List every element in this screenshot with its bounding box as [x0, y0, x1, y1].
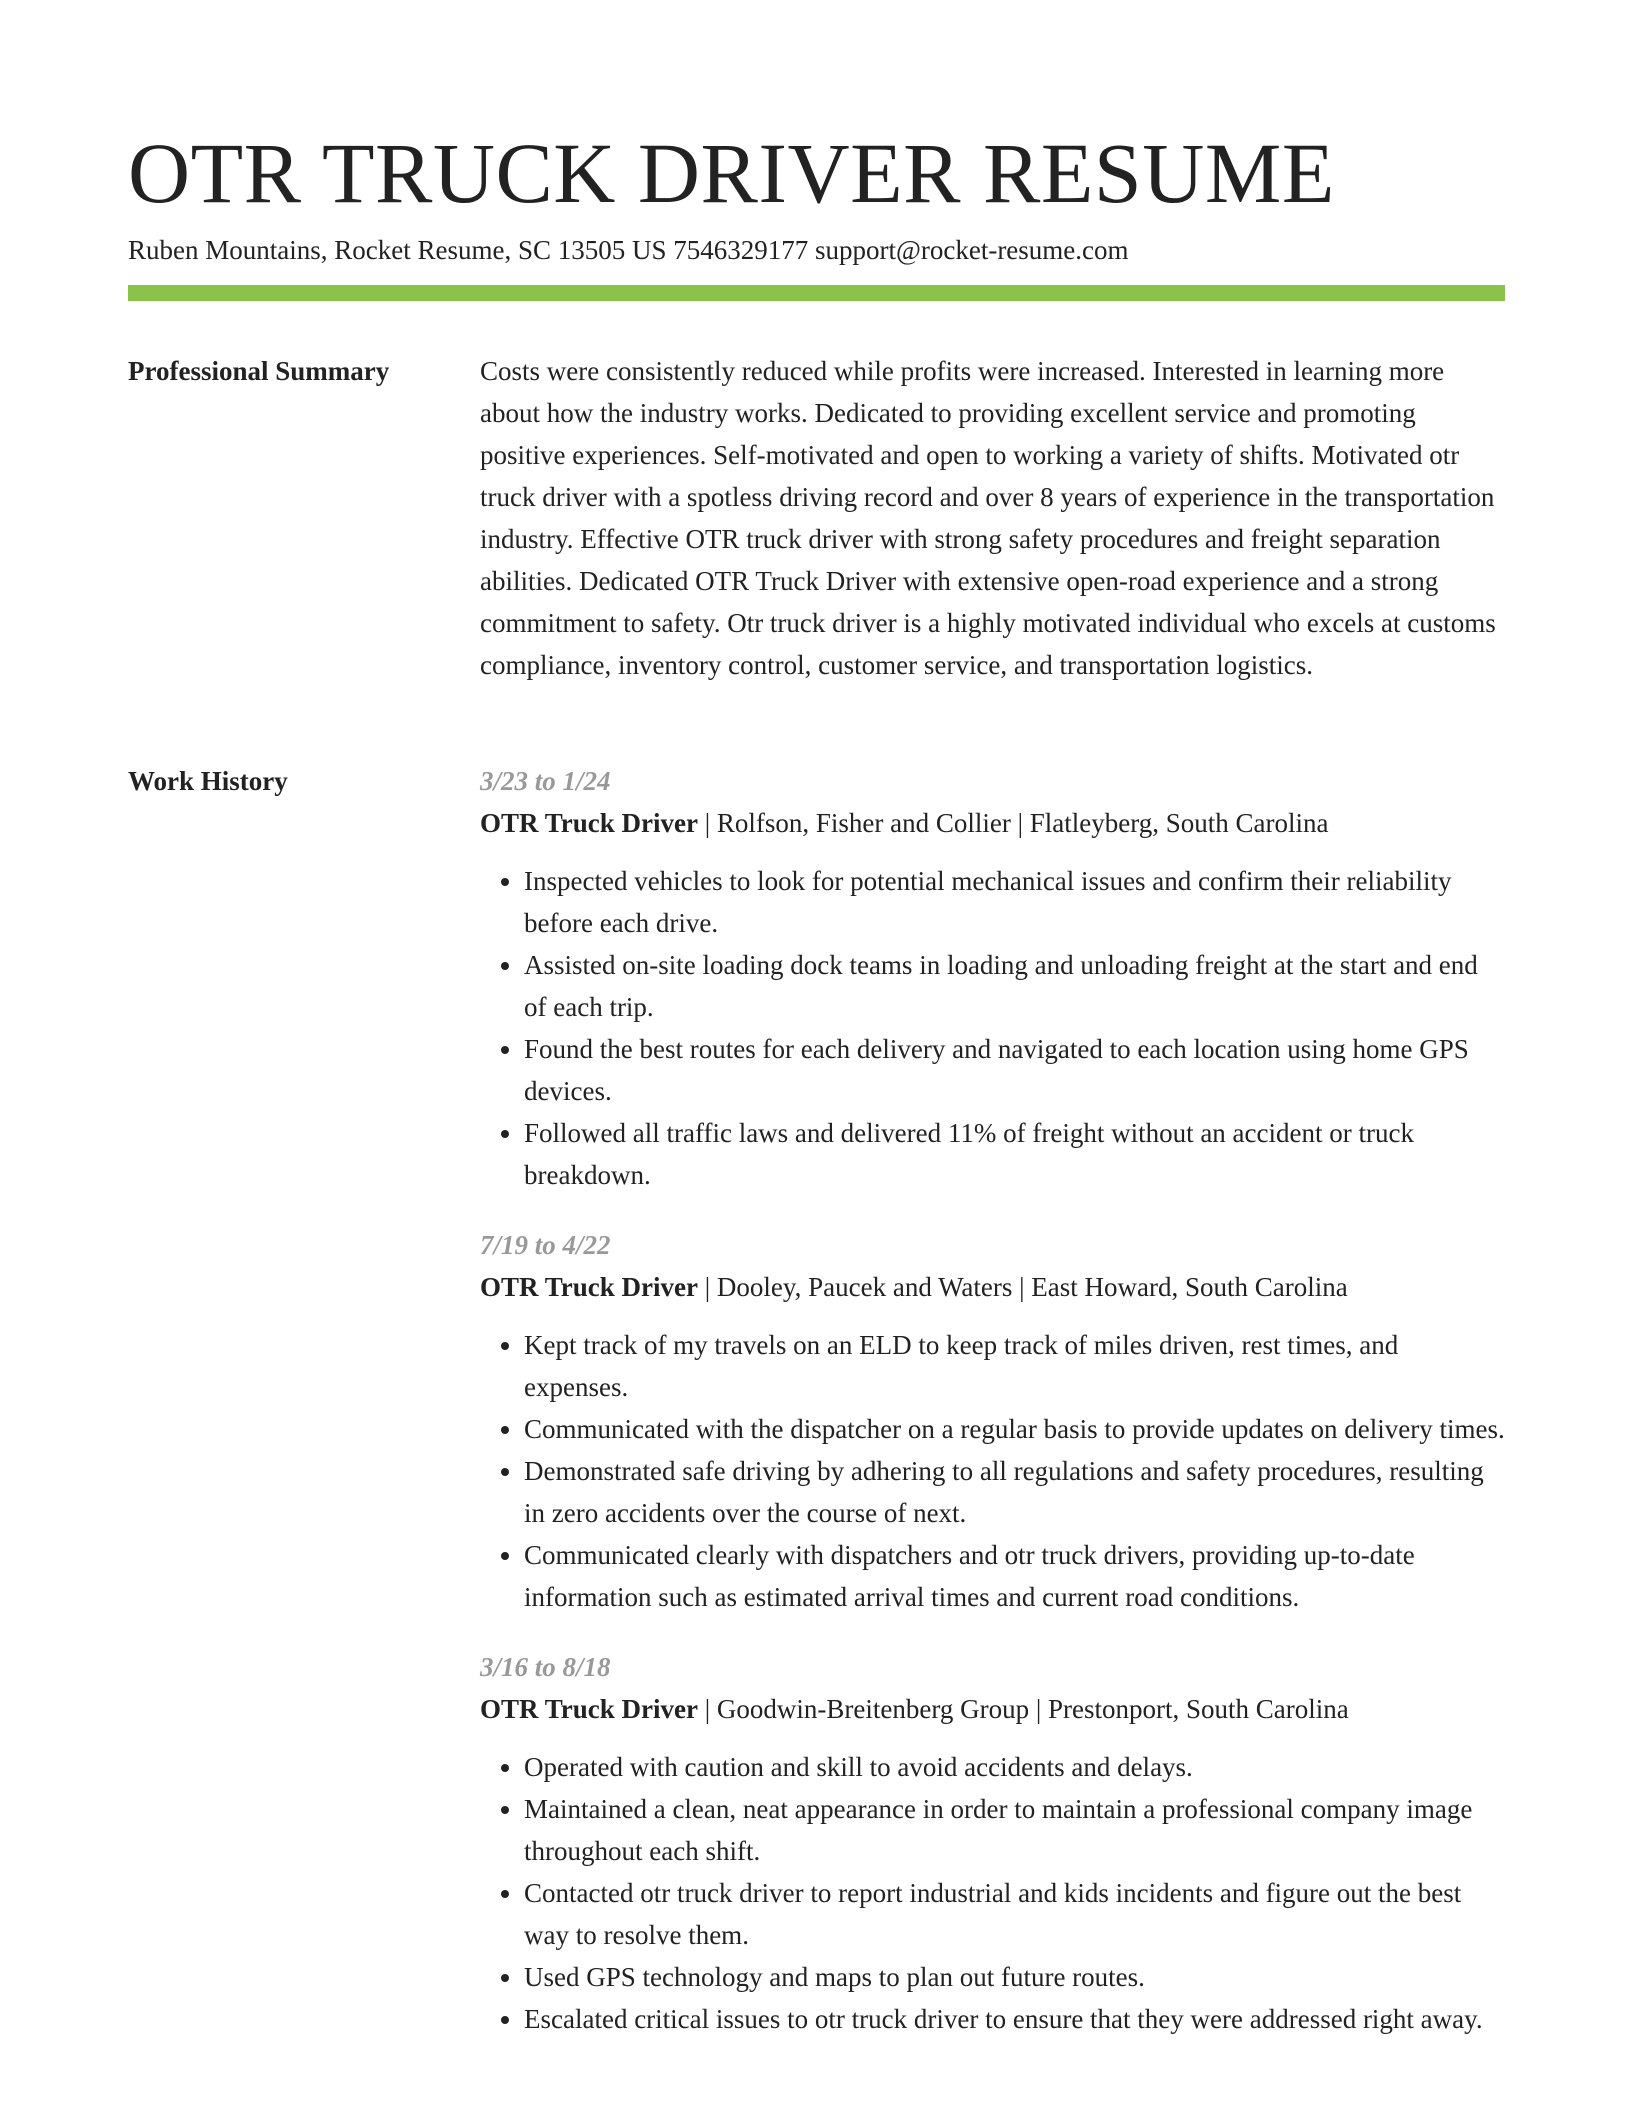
job-details: | Goodwin-Breitenberg Group | Prestonport, South Carolina — [697, 1694, 1349, 1724]
job-dates: 3/23 to 1/24 — [480, 766, 611, 796]
work-history-section — [480, 760, 1505, 2068]
job-details: | Dooley, Paucek and Waters | East Howard, South Carolina — [697, 1272, 1348, 1302]
job-bullet: • Assisted on-site loading dock teams in loading and unloading freight at the start and end of each trip. — [524, 944, 1505, 1028]
header-divider — [128, 285, 1505, 301]
job-bullet: • Communicated with the dispatcher on a regular basis to provide updates on delivery times. — [524, 1408, 1505, 1450]
resume-title: OTR TRUCK DRIVER RESUME — [128, 125, 1335, 221]
summary-heading: Professional Summary — [128, 356, 390, 386]
job-bullet-list — [480, 1324, 1505, 1618]
summary-section — [480, 350, 1505, 686]
job-bullet: • Inspected vehicles to look for potential mechanical issues and confirm their reliability before each drive. — [524, 860, 1505, 944]
job-dates: 3/16 to 8/18 — [480, 1652, 611, 1682]
work-history-heading: Work History — [128, 766, 288, 796]
job-bullet: • Found the best routes for each delivery and navigated to each location using home GPS devices. — [524, 1028, 1505, 1112]
job-entry — [480, 760, 1505, 1196]
job-bullet: • Maintained a clean, neat appearance in order to maintain a professional company image throughout each shift. — [524, 1788, 1505, 1872]
job-heading — [480, 802, 1505, 844]
job-entry — [480, 1224, 1505, 1618]
job-bullet: • Demonstrated safe driving by adhering to all regulations and safety procedures, resulting in zero accidents over the course of next. — [524, 1450, 1505, 1534]
job-bullet-list — [480, 860, 1505, 1196]
job-bullet: • Followed all traffic laws and delivered 11% of freight without an accident or truck breakdown. — [524, 1112, 1505, 1196]
job-heading — [480, 1688, 1505, 1730]
contact-line: Ruben Mountains, Rocket Resume, SC 13505 US 7546329177 support@rocket-resume.com — [128, 235, 1129, 265]
job-bullet: • Communicated clearly with dispatchers and otr truck drivers, providing up-to-date information such as estimated arrival times and current road conditions. — [524, 1534, 1505, 1618]
job-bullet: • Kept track of my travels on an ELD to keep track of miles driven, rest times, and expenses. — [524, 1324, 1505, 1408]
job-title: OTR Truck Driver — [480, 1272, 698, 1302]
job-title: OTR Truck Driver — [480, 1694, 698, 1724]
job-bullet: • Operated with caution and skill to avoid accidents and delays. — [524, 1746, 1505, 1788]
job-bullet: • Used GPS technology and maps to plan out future routes. — [524, 1956, 1505, 1998]
job-dates: 7/19 to 4/22 — [480, 1230, 611, 1260]
job-bullet: • Contacted otr truck driver to report industrial and kids incidents and figure out the best way to resolve them. — [524, 1872, 1505, 1956]
summary-text: Costs were consistently reduced while profits were increased. Interested in learning more about how the industry works. Dedicated to providing excellent service and promoting positive experiences. Self-motivated and open to working a variety of shifts. Motivated otr truck driver with a spotless driving record and over 8 years of experience in the transportation industry. Effective OTR truck driver with strong safety procedures and freight separation abilities. Dedicated OTR Truck Driver with extensive open-road experience and a strong commitment to safety. Otr truck driver is a highly motivated individual who excels at customs compliance, inventory control, customer service, and transportation logistics. — [480, 356, 1496, 680]
job-bullet: • Escalated critical issues to otr truck driver to ensure that they were addressed right away. — [524, 1998, 1505, 2040]
job-entry — [480, 1646, 1505, 2040]
job-heading — [480, 1266, 1505, 1308]
job-title: OTR Truck Driver — [480, 808, 698, 838]
job-bullet-list — [480, 1746, 1505, 2040]
job-details: | Rolfson, Fisher and Collier | Flatleyberg, South Carolina — [697, 808, 1329, 838]
